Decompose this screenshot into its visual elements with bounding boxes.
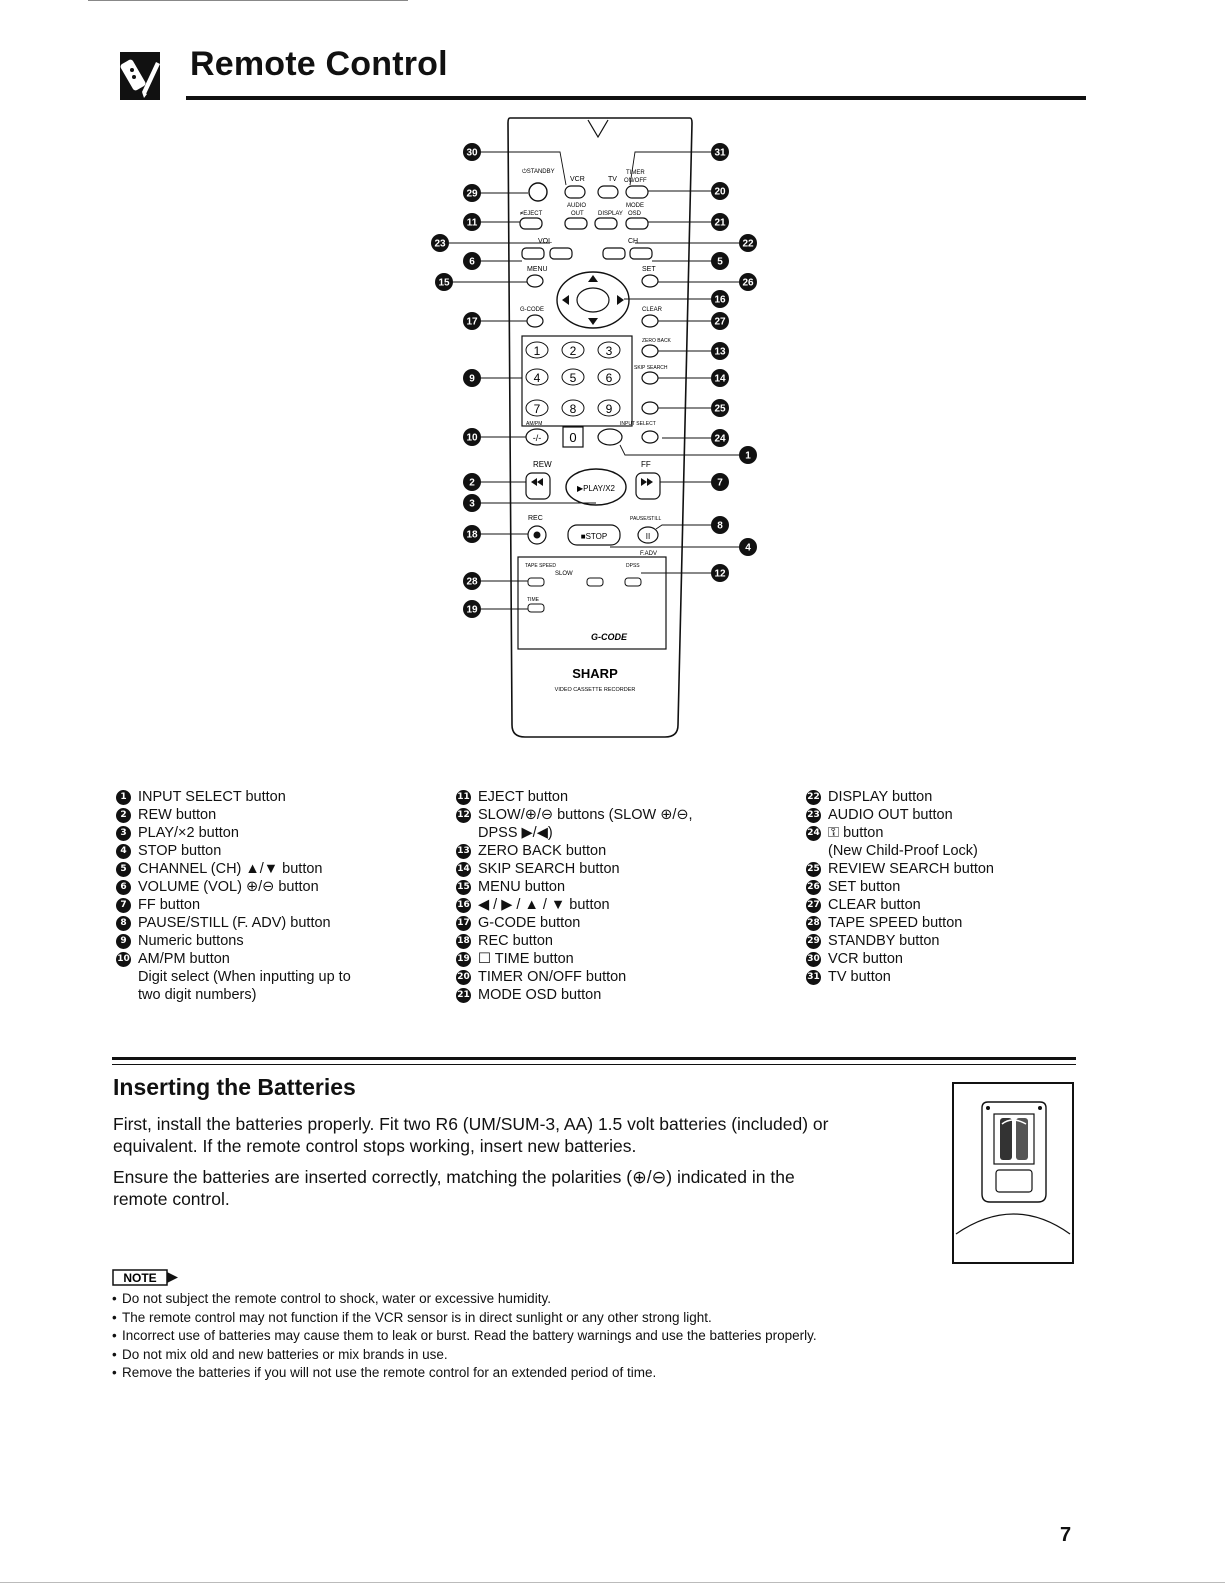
- battery-compartment-icon: [954, 1084, 1072, 1262]
- legend-text: DISPLAY button: [828, 789, 933, 805]
- note-badge: [112, 1268, 192, 1288]
- callout-10-label: 10: [466, 432, 478, 444]
- legend-text: ⚿ button: [828, 825, 884, 841]
- callout-26-label: 26: [742, 277, 754, 289]
- remote-control-diagram: [430, 115, 770, 745]
- legend-number: 19: [456, 952, 471, 967]
- note-badge-label: NOTE: [123, 1271, 157, 1285]
- label-play: ▶PLAY/X2: [576, 484, 616, 493]
- legend-text: SET button: [828, 879, 901, 895]
- legend-text: VCR button: [828, 951, 903, 967]
- callout-25-label: 25: [714, 403, 726, 415]
- section-title: Inserting the Batteries: [113, 1074, 356, 1100]
- rec-icon: [534, 532, 541, 539]
- label-menu: MENU: [527, 266, 548, 273]
- label-gcode: G-CODE: [520, 307, 544, 313]
- legend-number: 27: [806, 898, 821, 913]
- legend-text: REC button: [478, 933, 553, 949]
- page-title: Remote Control: [190, 45, 448, 83]
- legend-text: AUDIO OUT button: [828, 807, 953, 823]
- legend-column-3: [806, 788, 1106, 986]
- legend-item: [116, 824, 416, 842]
- legend-item: [806, 932, 1106, 950]
- legend-text: MENU button: [478, 879, 566, 895]
- legend-text: PLAY/×2 button: [138, 825, 239, 841]
- brand-logo: SHARP: [572, 666, 618, 681]
- label-stop: ■STOP: [580, 532, 608, 541]
- callout-3-label: 3: [469, 498, 475, 510]
- legend-text: FF button: [138, 897, 201, 913]
- label-ampm: AM/PM: [526, 421, 543, 427]
- note-list: [112, 1290, 817, 1383]
- legend-item: [806, 824, 1106, 860]
- callout-2-label: 2: [469, 477, 475, 489]
- legend-subtext: Digit select (When inputting up to: [138, 969, 351, 985]
- note-item: • Do not mix old and new batteries or mix brands in use.: [112, 1346, 817, 1365]
- legend-text: TAPE SPEED button: [828, 915, 963, 931]
- legend-text: VOLUME (VOL) ⊕/⊖ button: [138, 879, 319, 895]
- legend-number: 12: [456, 808, 471, 823]
- legend-text: CLEAR button: [828, 897, 921, 913]
- legend-item: [116, 932, 416, 950]
- battery-paragraph-2: Ensure the batteries are inserted correctly, matching the polarities (⊕/⊖) indicated in the remote control.: [113, 1167, 795, 1209]
- legend-item: [456, 896, 786, 914]
- callout-1-label: 1: [745, 450, 751, 462]
- section-rule-thin: [112, 1064, 1076, 1065]
- legend-item: [806, 950, 1106, 968]
- legend-text: MODE OSD button: [478, 987, 602, 1003]
- remote-pencil-icon: [120, 52, 164, 102]
- legend-column-2: [456, 788, 786, 1004]
- label-f-adv: F.ADV: [640, 551, 658, 557]
- legend-item: [806, 788, 1106, 806]
- note-item: • Remove the batteries if you will not use the remote control for an extended period of time.: [112, 1364, 817, 1383]
- label-time: TIME: [527, 597, 539, 603]
- key-8[interactable]: 8: [569, 402, 577, 416]
- label-on-off: ON/OFF: [624, 178, 647, 184]
- legend-text: SKIP SEARCH button: [478, 861, 620, 877]
- callout-19-label: 19: [466, 604, 478, 616]
- label-audio: AUDIO: [567, 203, 587, 209]
- callout-8-label: 8: [717, 520, 723, 532]
- legend-number: 10: [116, 952, 131, 967]
- key-1[interactable]: 1: [533, 344, 541, 358]
- label-skip-search: SKIP SEARCH: [634, 365, 668, 371]
- callout-24-label: 24: [714, 433, 726, 445]
- legend-number: 1: [116, 790, 131, 805]
- legend-item: [806, 878, 1106, 896]
- legend-text: TIMER ON/OFF button: [478, 969, 627, 985]
- legend-item: [456, 950, 786, 968]
- legend-text: Numeric buttons: [138, 933, 244, 949]
- label-set: SET: [642, 266, 656, 273]
- legend-number: 13: [456, 844, 471, 859]
- label-ff: FF: [641, 460, 651, 469]
- callout-5-label: 5: [717, 256, 723, 268]
- callout-29-label: 29: [466, 188, 478, 200]
- note-item: • Incorrect use of batteries may cause them to leak or burst. Read the battery warnings and use the batteries properly.: [112, 1327, 817, 1346]
- legend-number: 17: [456, 916, 471, 931]
- page-number: 7: [1060, 1524, 1072, 1546]
- legend-text: REVIEW SEARCH button: [828, 861, 994, 877]
- legend-number: 2: [116, 808, 131, 823]
- legend-item: [806, 860, 1106, 878]
- legend-item: [806, 896, 1106, 914]
- callout-14-label: 14: [714, 373, 726, 385]
- legend-number: 16: [456, 898, 471, 913]
- label-slow: SLOW: [555, 571, 573, 577]
- legend-number: 24: [806, 826, 821, 841]
- legend-text: CHANNEL (CH) ▲/▼ button: [138, 861, 323, 877]
- label-eject: ≠EJECT: [520, 211, 543, 217]
- pause-icon: II: [645, 532, 651, 541]
- numeric-keys[interactable]: [526, 342, 620, 416]
- legend-number: 26: [806, 880, 821, 895]
- title-underline: [186, 96, 1086, 100]
- key-6[interactable]: 6: [605, 371, 613, 385]
- legend-item: [116, 914, 416, 932]
- key-0-label: 0: [569, 430, 577, 445]
- legend-item: [456, 932, 786, 950]
- note-item: • Do not subject the remote control to shock, water or excessive humidity.: [112, 1290, 817, 1309]
- legend-text: ZERO BACK button: [478, 843, 607, 859]
- label-tv: TV: [608, 176, 617, 183]
- legend-item: [456, 842, 786, 860]
- legend-item: [456, 788, 786, 806]
- legend-number: 20: [456, 970, 471, 985]
- label-display: DISPLAY: [598, 211, 623, 217]
- legend-item: [456, 878, 786, 896]
- key-2[interactable]: 2: [569, 344, 577, 358]
- legend-number: 8: [116, 916, 131, 931]
- label-mode: MODE: [626, 203, 644, 209]
- callout-16-label: 16: [714, 294, 726, 306]
- legend-number: 15: [456, 880, 471, 895]
- top-edge-rule: [88, 0, 408, 1]
- legend-item: [456, 986, 786, 1004]
- callout-27-label: 27: [714, 316, 726, 328]
- callout-18-label: 18: [466, 529, 478, 541]
- bottom-edge-rule: [0, 1582, 1225, 1583]
- legend-item: [456, 806, 786, 842]
- legend-subtext: two digit numbers): [138, 987, 257, 1003]
- legend-number: 9: [116, 934, 131, 949]
- label-input-select: INPUT SELECT: [620, 421, 656, 427]
- label-rew: REW: [533, 460, 552, 469]
- legend-number: 28: [806, 916, 821, 931]
- legend-text: ◀ / ▶ / ▲ / ▼ button: [478, 897, 610, 913]
- legend-number: 11: [456, 790, 471, 805]
- legend-number: 3: [116, 826, 131, 841]
- key-9[interactable]: 9: [605, 402, 613, 416]
- callout-30-label: 30: [466, 147, 478, 159]
- legend-number: 6: [116, 880, 131, 895]
- callout-6-label: 6: [469, 256, 475, 268]
- label-tape-speed: TAPE SPEED: [525, 563, 557, 569]
- label-rec: REC: [528, 515, 543, 522]
- label-vol: VOL: [538, 238, 553, 245]
- legend-number: 23: [806, 808, 821, 823]
- legend-text: STANDBY button: [828, 933, 940, 949]
- legend-number: 18: [456, 934, 471, 949]
- legend-text: INPUT SELECT button: [138, 789, 286, 805]
- legend-item: [456, 968, 786, 986]
- legend-number: 30: [806, 952, 821, 967]
- legend-number: 25: [806, 862, 821, 877]
- label-timer: TIMER: [626, 170, 645, 176]
- legend-number: 22: [806, 790, 821, 805]
- legend-number: 4: [116, 844, 131, 859]
- callout-13-label: 13: [714, 346, 726, 358]
- key-5[interactable]: 5: [569, 371, 577, 385]
- key-4[interactable]: 4: [533, 371, 541, 385]
- legend-column-1: [116, 788, 416, 1004]
- callout-12-label: 12: [714, 568, 726, 580]
- legend-subtext: (New Child-Proof Lock): [828, 843, 978, 859]
- legend-number: 14: [456, 862, 471, 877]
- legend-text: TV button: [828, 969, 891, 985]
- callout-28-label: 28: [466, 576, 478, 588]
- ampm-key-label: -/-: [532, 433, 542, 443]
- callout-15-label: 15: [438, 277, 450, 289]
- legend-subtext: DPSS ▶/◀): [478, 825, 553, 841]
- legend-text: REW button: [138, 807, 217, 823]
- legend-item: [116, 860, 416, 878]
- battery-illustration-frame: [952, 1082, 1074, 1264]
- callout-31-label: 31: [714, 147, 726, 159]
- legend-item: [806, 806, 1106, 824]
- legend-item: [806, 914, 1106, 932]
- battery-paragraph-1: First, install the batteries properly. Fit two R6 (UM/SUM-3, AA) 1.5 volt batteries (included) or equivalent. If the remote control stops working, insert new batteries.: [113, 1114, 829, 1156]
- legend-number: 29: [806, 934, 821, 949]
- label-dpss: DPSS: [626, 563, 640, 569]
- label-pause-still: PAUSE/STILL: [630, 516, 662, 522]
- label-osd: OSD: [628, 211, 642, 217]
- legend-item: [116, 806, 416, 824]
- legend-item: [456, 860, 786, 878]
- legend-item: [456, 914, 786, 932]
- note-item: • The remote control may not function if the VCR sensor is in direct sunlight or any other strong light.: [112, 1309, 817, 1328]
- legend-number: 21: [456, 988, 471, 1003]
- label-zero-back: ZERO BACK: [642, 338, 671, 344]
- key-7[interactable]: 7: [533, 402, 541, 416]
- legend-text: STOP button: [138, 843, 222, 859]
- legend-item: [116, 842, 416, 860]
- legend-item: [116, 896, 416, 914]
- label-standby: ⏻STANDBY: [522, 169, 555, 175]
- callout-11-label: 11: [466, 217, 478, 229]
- legend-text: AM/PM button: [138, 951, 230, 967]
- gcode-logo: G-CODE: [591, 632, 627, 642]
- legend-item: [116, 878, 416, 896]
- callout-9-label: 9: [469, 373, 475, 385]
- legend-item: [806, 968, 1106, 986]
- callout-7-label: 7: [717, 477, 723, 489]
- legend-text: EJECT button: [478, 789, 569, 805]
- callout-4-label: 4: [745, 542, 751, 554]
- legend-number: 5: [116, 862, 131, 877]
- legend-number: 7: [116, 898, 131, 913]
- section-rule: [112, 1057, 1076, 1060]
- model-text: VIDEO CASSETTE RECORDER: [554, 687, 636, 693]
- key-3[interactable]: 3: [605, 344, 613, 358]
- legend-text: SLOW/⊕/⊖ buttons (SLOW ⊕/⊖,: [478, 807, 693, 823]
- legend-item: [116, 950, 416, 1004]
- callout-22-label: 22: [742, 238, 754, 250]
- label-ch: CH: [628, 238, 639, 245]
- legend-text: G-CODE button: [478, 915, 581, 931]
- label-clear: CLEAR: [642, 307, 663, 313]
- legend-number: 31: [806, 970, 821, 985]
- legend-item: [116, 788, 416, 806]
- legend-text: PAUSE/STILL (F. ADV) button: [138, 915, 331, 931]
- callout-20-label: 20: [714, 186, 726, 198]
- legend-text: ☐ TIME button: [478, 951, 574, 967]
- callout-23-label: 23: [434, 238, 446, 250]
- callout-17-label: 17: [466, 316, 478, 328]
- label-vcr: VCR: [570, 176, 585, 183]
- label-out: OUT: [571, 211, 584, 217]
- callout-21-label: 21: [714, 217, 726, 229]
